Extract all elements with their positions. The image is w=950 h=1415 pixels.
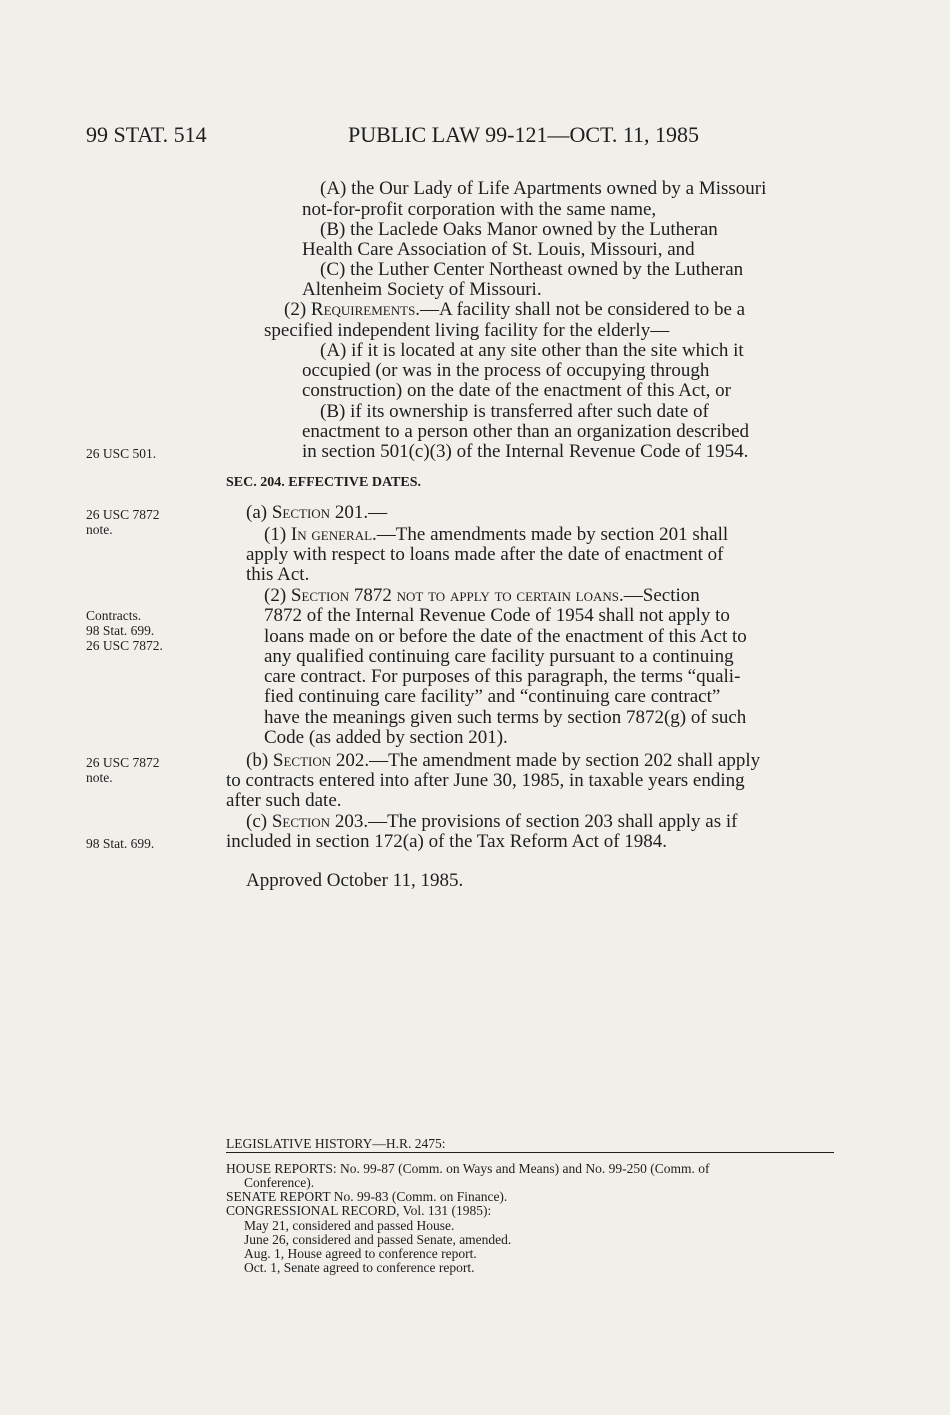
clause-c-line-1: (C) the Luther Center Northeast owned by the Lutheran [320,259,744,280]
clause-a-line-1: (A) the Our Lady of Life Apartments owned by a Missouri [320,178,767,199]
clause-c-line-2: Altenheim Society of Missouri. [302,279,542,300]
paragraph-text: —Section [623,585,700,606]
requirements-number: (2) [284,299,307,320]
req-b-line-1: (B) if its ownership is transferred after such date of [320,401,709,422]
in-general-line-3: this Act. [246,564,310,585]
subsection-b-line-2: to contracts entered into after June 30, 1985, in taxable years ending [226,770,745,791]
section-7872-line-3: loans made on or before the date of the enactment of this Act to [264,626,747,647]
paragraph-text: —The amendments made by section 201 shall [376,524,729,545]
subsection-text: 202.—The amendment made by section 202 shall apply [335,750,761,771]
section-7872-line-7: have the meanings given such terms by section 7872(g) of such [264,707,747,728]
margin-note-usc-7872-a [86,507,160,537]
req-b-line-2: enactment to a person other than an organization described [302,421,750,442]
requirements-text: —A facility shall not be considered to be a [420,299,746,320]
subsection-text: 203.—The provisions of section 203 shall apply as if [334,811,738,832]
section-7872-line-6: fied continuing care facility” and “continuing care contract” [264,686,721,707]
heading-underline [226,1152,834,1153]
section-7872-line-8: Code (as added by section 201). [264,727,508,748]
legislative-history-heading: LEGISLATIVE HISTORY—H.R. 2475: [226,1136,446,1151]
senate-report: SENATE REPORT No. 99-83 (Comm. on Finance). [226,1189,508,1204]
section-heading: SEC. 204. EFFECTIVE DATES. [226,475,422,490]
section-7872-line-2: 7872 of the Internal Revenue Code of 1954 shall not apply to [264,605,730,626]
paragraph-number: (1) [264,524,287,545]
paragraph-number: (2) [264,585,287,606]
subsection-number: (a) [246,502,268,523]
clause-a-line-2: not-for-profit corporation with the same name, [302,199,657,220]
paragraph-caption: In general. [290,524,377,545]
section-7872-line-4: any qualified continuing care facility pursuant to a continuing [264,646,734,667]
clause-b-line-1 [320,219,850,241]
subsection-number: (b) [246,750,269,771]
margin-note-98-stat-699: 98 Stat. 699. [86,836,155,851]
req-a-line-2: occupied (or was in the process of occupying through [302,360,710,381]
margin-note-line: 26 USC 7872 [86,755,160,770]
subsection-b-line-1 [246,750,760,772]
margin-note-contracts [86,608,163,653]
subsection-caption: Section [271,811,331,832]
margin-note-26-usc-501: 26 USC 501. [86,446,157,461]
subsection-text: 201.— [334,502,388,523]
approved-date: Approved October 11, 1985. [246,870,464,891]
in-general-line-2: apply with respect to loans made after the date of enactment of [246,544,724,565]
clause-b-line-2: Health Care Association of St. Louis, Missouri, and [302,239,695,260]
section-7872-line-1 [264,585,700,607]
subsection-number: (c) [246,811,268,832]
in-general-line-1 [264,524,728,546]
margin-note-line: 26 USC 7872 [86,507,160,522]
subsection-b-line-3: after such date. [226,790,342,811]
req-a-line-3: construction) on the date of the enactment of this Act, or [302,380,731,401]
congressional-record: CONGRESSIONAL RECORD, Vol. 131 (1985): [226,1203,492,1218]
requirements-line-1 [284,299,745,321]
requirements-caption: Requirements. [310,299,421,320]
stat-page-number: 99 STAT. 514 [86,122,207,147]
margin-note-line: 26 USC 7872. [86,638,163,653]
page-title: PUBLIC LAW 99-121—OCT. 11, 1985 [348,122,700,147]
house-reports-line-1: HOUSE REPORTS: No. 99-87 (Comm. on Ways and Means) and No. 99-250 (Comm. of [226,1161,710,1176]
record-entry: May 21, considered and passed House. [244,1218,455,1233]
paragraph-caption: Section 7872 not to apply to certain loans. [290,585,624,606]
subsection-c-line-2: included in section 172(a) of the Tax Reform Act of 1984. [226,831,668,852]
text-span: (B) the Laclede Oaks Manor owned by the Lutheran [320,219,718,240]
subsection-caption: Section [272,750,332,771]
margin-note-usc-7872-b [86,755,160,785]
subsection-c-line-1 [246,811,737,833]
subsection-caption: Section [271,502,331,523]
record-entry: Aug. 1, House agreed to conference report. [244,1246,477,1261]
house-reports-line-2: Conference). [244,1175,315,1190]
subsection-a-heading [246,502,387,524]
record-entry: June 26, considered and passed Senate, amended. [244,1232,512,1247]
margin-note-line: note. [86,770,113,785]
req-a-line-1: (A) if it is located at any site other than the site which it [320,340,744,361]
margin-note-line: Contracts. [86,608,142,623]
margin-note-line: note. [86,522,113,537]
record-entry: Oct. 1, Senate agreed to conference report. [244,1260,475,1275]
requirements-line-2: specified independent living facility for the elderly— [264,320,670,341]
section-7872-line-5: care contract. For purposes of this paragraph, the terms “quali- [264,666,741,687]
margin-note-line: 98 Stat. 699. [86,623,155,638]
req-b-line-3: in section 501(c)(3) of the Internal Revenue Code of 1954. [302,441,749,462]
